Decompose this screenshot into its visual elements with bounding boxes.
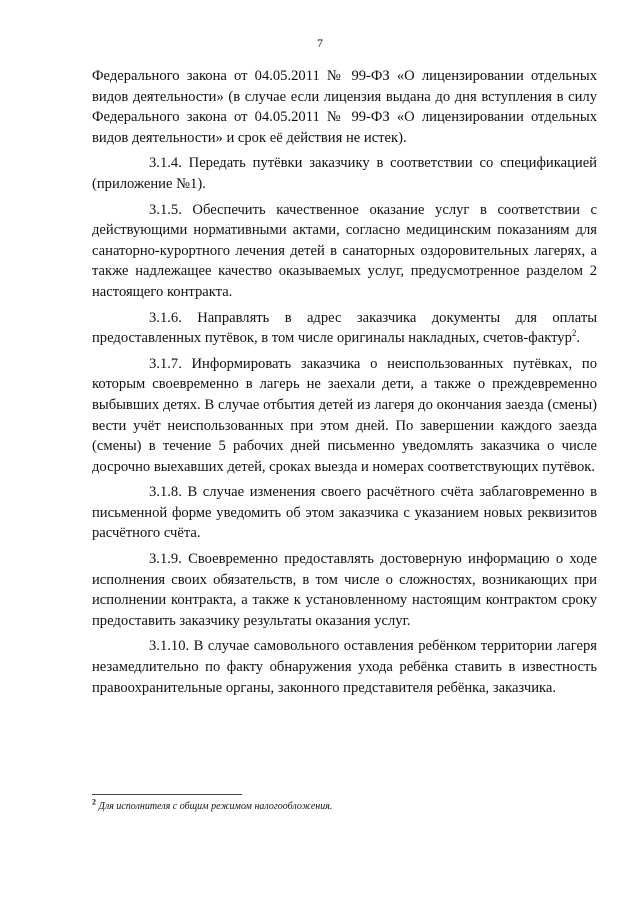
paragraph-3-1-8: 3.1.8. В случае изменения своего расчётного счёта заблаговременно в письменной форме уведомить об этом заказчика с указанием новых реквизитов расчётного счёта. <box>92 484 597 542</box>
footnote <box>92 797 597 814</box>
paragraph-3-1-6-text: 3.1.6. Направлять в адрес заказчика документы для оплаты предоставленных путёвок, в том числе оригиналы накладных, счетов-фактур <box>92 309 597 347</box>
footnote-marker: 2 <box>92 797 96 807</box>
document-body <box>92 66 597 703</box>
paragraph-3-1-5: 3.1.5. Обеспечить качественное оказание услуг в соответствии с действующими нормативными актами, согласно медицинским показаниям для санаторно-курортного лечения детей в санаторных оздоровительных лагерях, а также надлежащее качество оказываемых услуг, предусмотренное разделом 2 настоящего контракта. <box>92 201 597 300</box>
page-number: 7 <box>317 36 323 50</box>
paragraph-3-1-6 <box>92 308 597 349</box>
footnote-reference[interactable]: 2 <box>571 328 577 339</box>
paragraph-3-1-4: 3.1.4. Передать путёвки заказчику в соответствии со спецификацией (приложение №1). <box>92 155 597 192</box>
paragraph-3-1-7: 3.1.7. Информировать заказчика о неиспользованных путёвках, по которым своевременно в лагерь не заехали дети, а также о преждевременно выбывших детях. В случае отбытия детей из лагеря до окончания заезда (смены) вести учёт неиспользованных при этом дней. По завершении каждого заезда (смены) в течение 5 рабочих дней письменно уведомлять заказчика о числе досрочно выехавших детей, сроках выезда и номерах соответствующих путёвок. <box>92 355 597 475</box>
paragraph-3-1-9: 3.1.9. Своевременно предоставлять достоверную информацию о ходе исполнения своих обязательств, в том числе о сложностях, возникающих при исполнении контракта, а также к установленному настоящим контрактом сроку предоставить заказчику результаты оказания услуг. <box>92 551 597 629</box>
paragraph-continuation: Федерального закона от 04.05.2011 № 99-ФЗ «О лицензировании отдельных видов деятельности» (в случае если лицензия выдана до дня вступления в силу Федерального закона от 04.05.2011 № 99-ФЗ «О лицензировании отдельных видов деятельности» и срок её действия не истек). <box>92 68 597 146</box>
footnote-text: Для исполнителя с общим режимом налогообложения. <box>98 801 333 812</box>
footnote-divider <box>92 794 242 795</box>
paragraph-3-1-6-tail: . <box>576 330 581 347</box>
paragraph-3-1-10: 3.1.10. В случае самовольного оставления ребёнком территории лагеря незамедлительно по факту обнаружения ухода ребёнка ставить в известность правоохранительные органы, законного представителя ребёнка, заказчика. <box>92 638 597 696</box>
